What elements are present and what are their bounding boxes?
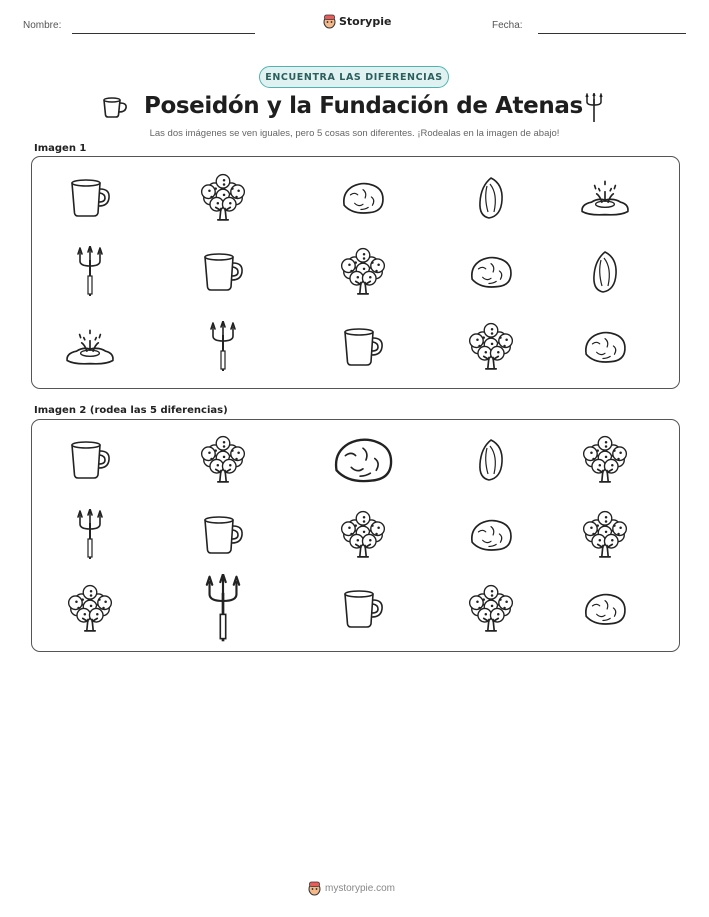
page-title: Poseidón y la Fundación de Atenas (144, 93, 583, 119)
title-row (0, 93, 709, 123)
instructions: Las dos imágenes se ven iguales, pero 5 cosas son diferentes. ¡Rodealas en la imagen de abajo! (149, 128, 560, 139)
tree-icon[interactable] (582, 510, 628, 560)
cup-icon (68, 177, 112, 219)
footer (308, 881, 395, 896)
brand-logo (323, 14, 391, 29)
rock-icon (582, 329, 628, 365)
cup-icon[interactable] (68, 439, 112, 481)
cup-icon (101, 95, 129, 123)
name-line[interactable] (72, 33, 255, 34)
name-label: Nombre: (23, 20, 62, 31)
trident-icon (210, 321, 236, 373)
seed-icon (476, 176, 506, 220)
tree-icon (468, 322, 514, 372)
seed-icon (590, 250, 620, 294)
seed-icon[interactable] (476, 438, 506, 482)
storypie-mascot-icon (308, 881, 321, 896)
tree-icon[interactable] (582, 435, 628, 485)
tree-icon (200, 173, 246, 223)
cup-icon[interactable] (201, 514, 245, 556)
brand-name: Storypie (339, 15, 392, 28)
tree-icon[interactable] (340, 510, 386, 560)
rock-icon (468, 254, 514, 290)
image2-label: Imagen 2 (rodea las 5 diferencias) (34, 405, 228, 416)
storypie-mascot-icon (323, 14, 336, 29)
trident-icon (585, 93, 603, 127)
cup-icon (341, 326, 385, 368)
trident-icon (77, 246, 103, 298)
tree-icon[interactable] (468, 584, 514, 634)
image1-label: Imagen 1 (34, 143, 87, 154)
rock-icon[interactable] (582, 591, 628, 627)
cup-icon (201, 251, 245, 293)
cup-icon[interactable] (341, 588, 385, 630)
tree-icon[interactable] (67, 584, 113, 634)
tree-icon[interactable] (200, 435, 246, 485)
trident-icon[interactable] (77, 509, 103, 561)
spring-icon (64, 326, 116, 368)
date-line[interactable] (538, 33, 686, 34)
tree-icon (340, 247, 386, 297)
activity-badge: ENCUENTRA LAS DIFERENCIAS (259, 66, 449, 88)
image1-panel (31, 156, 680, 389)
trident-icon[interactable] (204, 574, 242, 644)
footer-url[interactable]: mystorypie.com (325, 883, 396, 894)
rock-icon (340, 180, 386, 216)
image2-panel[interactable] (31, 419, 680, 652)
date-label: Fecha: (492, 20, 523, 31)
rock-icon[interactable] (330, 435, 396, 485)
rock-icon[interactable] (468, 517, 514, 553)
spring-icon (579, 177, 631, 219)
